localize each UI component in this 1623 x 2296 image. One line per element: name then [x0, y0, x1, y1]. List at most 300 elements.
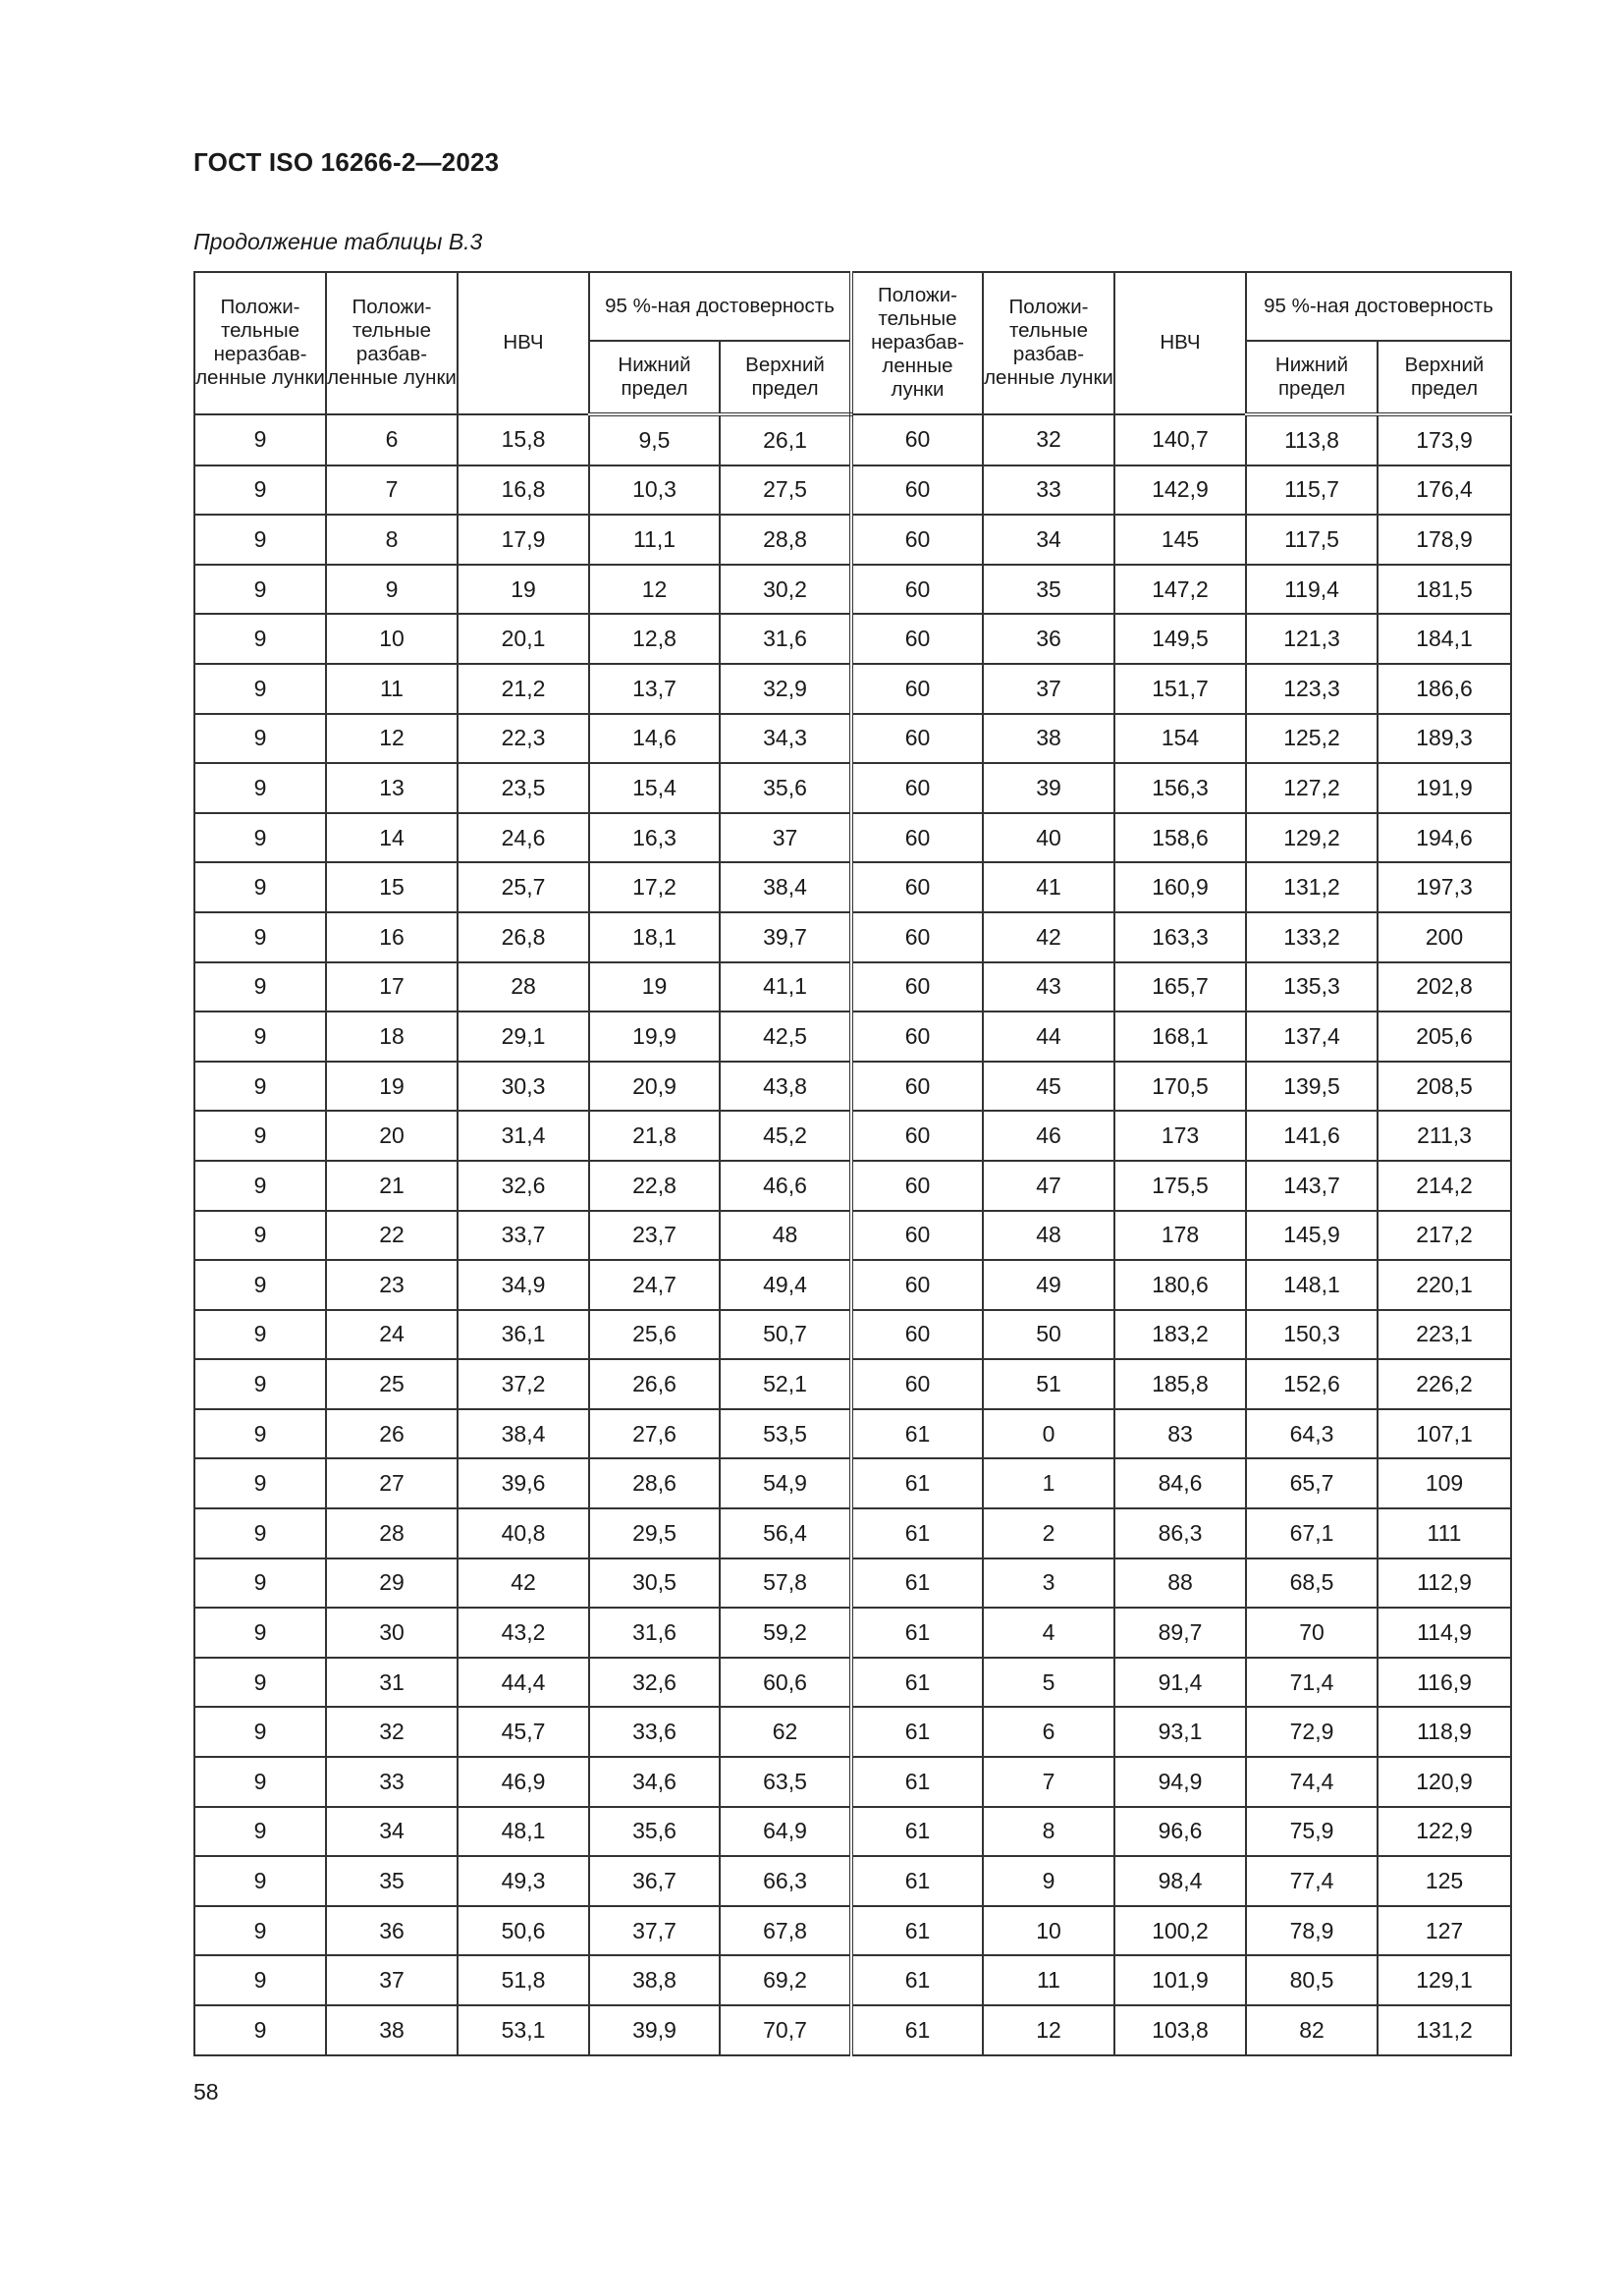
cell-mpn: 44,4	[458, 1658, 589, 1708]
cell-mpn: 34,9	[458, 1260, 589, 1310]
cell-lower: 19	[589, 962, 720, 1012]
header-upper-2: Верхний предел	[1378, 341, 1511, 414]
cell-pos-undiluted-2: 61	[851, 1807, 983, 1857]
cell-pos-undiluted-2: 61	[851, 1558, 983, 1609]
cell-lower: 35,6	[589, 1807, 720, 1857]
cell-pos-diluted-2: 50	[983, 1310, 1114, 1360]
table-row	[194, 813, 1511, 863]
cell-mpn: 16,8	[458, 465, 589, 516]
cell-pos-diluted-2: 44	[983, 1011, 1114, 1062]
cell-pos-diluted-2: 10	[983, 1906, 1114, 1956]
cell-lower: 28,6	[589, 1458, 720, 1508]
table-row	[194, 2005, 1511, 2055]
cell-mpn-2: 165,7	[1114, 962, 1246, 1012]
cell-pos-undiluted: 9	[194, 1608, 326, 1658]
cell-mpn-2: 101,9	[1114, 1955, 1246, 2005]
cell-mpn-2: 147,2	[1114, 565, 1246, 615]
cell-pos-diluted-2: 37	[983, 664, 1114, 714]
cell-upper-2: 178,9	[1378, 515, 1511, 565]
cell-pos-undiluted-2: 60	[851, 614, 983, 664]
table-row	[194, 414, 1511, 465]
cell-lower-2: 77,4	[1246, 1856, 1378, 1906]
cell-pos-diluted: 22	[326, 1211, 458, 1261]
cell-lower: 33,6	[589, 1707, 720, 1757]
cell-upper-2: 181,5	[1378, 565, 1511, 615]
cell-mpn-2: 94,9	[1114, 1757, 1246, 1807]
table-row	[194, 1111, 1511, 1161]
cell-lower: 38,8	[589, 1955, 720, 2005]
cell-pos-diluted: 34	[326, 1807, 458, 1857]
cell-upper-2: 197,3	[1378, 862, 1511, 912]
header-confidence-2: 95 %-ная достоверность	[1246, 272, 1511, 341]
cell-pos-diluted-2: 4	[983, 1608, 1114, 1658]
cell-pos-diluted-2: 0	[983, 1409, 1114, 1459]
cell-pos-undiluted-2: 60	[851, 813, 983, 863]
cell-lower-2: 82	[1246, 2005, 1378, 2055]
cell-lower: 9,5	[589, 414, 720, 465]
cell-upper-2: 173,9	[1378, 414, 1511, 465]
cell-lower: 36,7	[589, 1856, 720, 1906]
cell-pos-undiluted: 9	[194, 1111, 326, 1161]
cell-pos-undiluted-2: 61	[851, 1707, 983, 1757]
cell-pos-undiluted: 9	[194, 1409, 326, 1459]
cell-pos-undiluted: 9	[194, 1359, 326, 1409]
cell-pos-undiluted: 9	[194, 664, 326, 714]
cell-pos-diluted: 24	[326, 1310, 458, 1360]
cell-mpn: 24,6	[458, 813, 589, 863]
cell-lower: 31,6	[589, 1608, 720, 1658]
cell-mpn-2: 142,9	[1114, 465, 1246, 516]
cell-pos-undiluted-2: 61	[851, 1608, 983, 1658]
cell-pos-undiluted: 9	[194, 1558, 326, 1609]
cell-mpn: 48,1	[458, 1807, 589, 1857]
header-positive-diluted: Положи-тельные разбав-ленные лунки	[326, 272, 458, 414]
cell-mpn: 28	[458, 962, 589, 1012]
cell-pos-diluted-2: 8	[983, 1807, 1114, 1857]
cell-upper: 31,6	[720, 614, 851, 664]
cell-mpn: 49,3	[458, 1856, 589, 1906]
cell-upper-2: 122,9	[1378, 1807, 1511, 1857]
cell-lower-2: 150,3	[1246, 1310, 1378, 1360]
cell-lower-2: 143,7	[1246, 1161, 1378, 1211]
cell-pos-undiluted: 9	[194, 515, 326, 565]
cell-lower-2: 123,3	[1246, 664, 1378, 714]
cell-pos-undiluted: 9	[194, 1856, 326, 1906]
table-row	[194, 465, 1511, 516]
cell-mpn-2: 154	[1114, 714, 1246, 764]
cell-lower: 12,8	[589, 614, 720, 664]
cell-pos-diluted: 35	[326, 1856, 458, 1906]
cell-pos-diluted-2: 1	[983, 1458, 1114, 1508]
cell-lower: 11,1	[589, 515, 720, 565]
cell-pos-undiluted-2: 61	[851, 1458, 983, 1508]
table-row	[194, 714, 1511, 764]
cell-mpn-2: 175,5	[1114, 1161, 1246, 1211]
cell-mpn: 33,7	[458, 1211, 589, 1261]
cell-upper: 57,8	[720, 1558, 851, 1609]
cell-pos-undiluted-2: 60	[851, 1111, 983, 1161]
cell-mpn: 22,3	[458, 714, 589, 764]
cell-mpn: 43,2	[458, 1608, 589, 1658]
cell-pos-undiluted-2: 60	[851, 1359, 983, 1409]
cell-mpn-2: 86,3	[1114, 1508, 1246, 1558]
cell-lower: 29,5	[589, 1508, 720, 1558]
cell-upper: 38,4	[720, 862, 851, 912]
header-mpn: НВЧ	[458, 272, 589, 414]
cell-lower-2: 75,9	[1246, 1807, 1378, 1857]
cell-pos-undiluted: 9	[194, 763, 326, 813]
table-row	[194, 1757, 1511, 1807]
cell-lower: 34,6	[589, 1757, 720, 1807]
cell-pos-diluted-2: 47	[983, 1161, 1114, 1211]
table-row	[194, 664, 1511, 714]
cell-pos-diluted-2: 40	[983, 813, 1114, 863]
table-row	[194, 862, 1511, 912]
cell-lower: 25,6	[589, 1310, 720, 1360]
cell-mpn: 37,2	[458, 1359, 589, 1409]
cell-pos-undiluted-2: 60	[851, 912, 983, 962]
cell-lower: 12	[589, 565, 720, 615]
cell-mpn-2: 185,8	[1114, 1359, 1246, 1409]
table-body	[194, 414, 1511, 2055]
cell-mpn: 20,1	[458, 614, 589, 664]
cell-lower-2: 152,6	[1246, 1359, 1378, 1409]
cell-upper-2: 111	[1378, 1508, 1511, 1558]
cell-lower-2: 80,5	[1246, 1955, 1378, 2005]
cell-upper: 60,6	[720, 1658, 851, 1708]
cell-mpn: 38,4	[458, 1409, 589, 1459]
cell-pos-diluted: 20	[326, 1111, 458, 1161]
cell-upper-2: 109	[1378, 1458, 1511, 1508]
cell-pos-undiluted: 9	[194, 1906, 326, 1956]
table-row	[194, 614, 1511, 664]
table-row	[194, 1707, 1511, 1757]
cell-pos-diluted: 12	[326, 714, 458, 764]
cell-upper: 41,1	[720, 962, 851, 1012]
cell-lower-2: 131,2	[1246, 862, 1378, 912]
cell-pos-diluted: 7	[326, 465, 458, 516]
cell-lower-2: 127,2	[1246, 763, 1378, 813]
cell-pos-undiluted-2: 61	[851, 2005, 983, 2055]
cell-pos-undiluted-2: 60	[851, 763, 983, 813]
cell-lower-2: 65,7	[1246, 1458, 1378, 1508]
cell-lower: 26,6	[589, 1359, 720, 1409]
cell-pos-undiluted: 9	[194, 714, 326, 764]
cell-mpn: 39,6	[458, 1458, 589, 1508]
cell-lower: 13,7	[589, 664, 720, 714]
cell-upper: 30,2	[720, 565, 851, 615]
cell-upper: 45,2	[720, 1111, 851, 1161]
cell-upper-2: 208,5	[1378, 1062, 1511, 1112]
cell-upper: 54,9	[720, 1458, 851, 1508]
cell-upper: 62	[720, 1707, 851, 1757]
cell-mpn-2: 156,3	[1114, 763, 1246, 813]
cell-pos-diluted-2: 3	[983, 1558, 1114, 1609]
cell-lower-2: 115,7	[1246, 465, 1378, 516]
cell-upper-2: 176,4	[1378, 465, 1511, 516]
cell-lower: 32,6	[589, 1658, 720, 1708]
cell-pos-diluted-2: 36	[983, 614, 1114, 664]
cell-pos-diluted: 11	[326, 664, 458, 714]
cell-pos-diluted: 21	[326, 1161, 458, 1211]
cell-upper-2: 202,8	[1378, 962, 1511, 1012]
table-row	[194, 1558, 1511, 1609]
cell-upper-2: 114,9	[1378, 1608, 1511, 1658]
table-row	[194, 1359, 1511, 1409]
cell-pos-undiluted-2: 61	[851, 1658, 983, 1708]
cell-upper: 28,8	[720, 515, 851, 565]
cell-mpn: 42	[458, 1558, 589, 1609]
cell-pos-diluted: 27	[326, 1458, 458, 1508]
header-positive-undiluted-2: Положи-тельные неразбав-ленные лунки	[851, 272, 983, 414]
cell-pos-diluted: 26	[326, 1409, 458, 1459]
cell-upper-2: 200	[1378, 912, 1511, 962]
cell-mpn: 15,8	[458, 414, 589, 465]
cell-pos-undiluted: 9	[194, 565, 326, 615]
cell-pos-undiluted-2: 60	[851, 1211, 983, 1261]
cell-mpn: 36,1	[458, 1310, 589, 1360]
header-lower-2: Нижний предел	[1246, 341, 1378, 414]
cell-upper: 64,9	[720, 1807, 851, 1857]
header-confidence: 95 %-ная достоверность	[589, 272, 851, 341]
cell-mpn: 45,7	[458, 1707, 589, 1757]
cell-upper: 34,3	[720, 714, 851, 764]
cell-pos-undiluted: 9	[194, 414, 326, 465]
mpn-table	[193, 271, 1512, 2056]
cell-pos-diluted: 13	[326, 763, 458, 813]
cell-upper-2: 127	[1378, 1906, 1511, 1956]
cell-mpn-2: 168,1	[1114, 1011, 1246, 1062]
cell-pos-diluted-2: 49	[983, 1260, 1114, 1310]
cell-lower: 27,6	[589, 1409, 720, 1459]
cell-mpn: 23,5	[458, 763, 589, 813]
cell-upper: 26,1	[720, 414, 851, 465]
cell-lower-2: 135,3	[1246, 962, 1378, 1012]
cell-lower-2: 64,3	[1246, 1409, 1378, 1459]
cell-upper: 48	[720, 1211, 851, 1261]
cell-upper-2: 120,9	[1378, 1757, 1511, 1807]
cell-upper-2: 194,6	[1378, 813, 1511, 863]
cell-pos-diluted-2: 9	[983, 1856, 1114, 1906]
cell-pos-undiluted-2: 60	[851, 1161, 983, 1211]
cell-pos-diluted: 38	[326, 2005, 458, 2055]
cell-pos-diluted-2: 6	[983, 1707, 1114, 1757]
cell-upper-2: 211,3	[1378, 1111, 1511, 1161]
cell-lower: 22,8	[589, 1161, 720, 1211]
cell-upper-2: 186,6	[1378, 664, 1511, 714]
table-row	[194, 1011, 1511, 1062]
cell-lower-2: 67,1	[1246, 1508, 1378, 1558]
cell-pos-diluted: 23	[326, 1260, 458, 1310]
table-row	[194, 1508, 1511, 1558]
cell-lower-2: 148,1	[1246, 1260, 1378, 1310]
cell-lower-2: 119,4	[1246, 565, 1378, 615]
table-row	[194, 763, 1511, 813]
cell-pos-undiluted: 9	[194, 813, 326, 863]
cell-upper-2: 189,3	[1378, 714, 1511, 764]
cell-pos-diluted: 16	[326, 912, 458, 962]
table-row	[194, 1906, 1511, 1956]
cell-lower-2: 133,2	[1246, 912, 1378, 962]
cell-mpn-2: 151,7	[1114, 664, 1246, 714]
cell-upper: 49,4	[720, 1260, 851, 1310]
cell-upper: 32,9	[720, 664, 851, 714]
cell-pos-undiluted-2: 60	[851, 1310, 983, 1360]
cell-pos-diluted: 15	[326, 862, 458, 912]
cell-pos-undiluted-2: 60	[851, 714, 983, 764]
cell-lower-2: 113,8	[1246, 414, 1378, 465]
cell-pos-diluted: 32	[326, 1707, 458, 1757]
cell-pos-undiluted: 9	[194, 1658, 326, 1708]
cell-pos-undiluted-2: 60	[851, 1260, 983, 1310]
table-caption: Продолжение таблицы В.3	[193, 229, 483, 254]
cell-pos-undiluted: 9	[194, 1955, 326, 2005]
cell-upper-2: 226,2	[1378, 1359, 1511, 1409]
cell-mpn-2: 173	[1114, 1111, 1246, 1161]
cell-mpn: 17,9	[458, 515, 589, 565]
cell-pos-diluted: 25	[326, 1359, 458, 1409]
cell-mpn-2: 178	[1114, 1211, 1246, 1261]
cell-upper: 59,2	[720, 1608, 851, 1658]
cell-lower-2: 70	[1246, 1608, 1378, 1658]
cell-pos-undiluted-2: 61	[851, 1856, 983, 1906]
cell-mpn-2: 158,6	[1114, 813, 1246, 863]
cell-pos-undiluted-2: 60	[851, 414, 983, 465]
cell-lower: 23,7	[589, 1211, 720, 1261]
cell-mpn-2: 88	[1114, 1558, 1246, 1609]
cell-pos-undiluted: 9	[194, 862, 326, 912]
header-positive-diluted-2: Положи-тельные разбав-ленные лунки	[983, 272, 1114, 414]
cell-lower-2: 68,5	[1246, 1558, 1378, 1609]
cell-lower-2: 72,9	[1246, 1707, 1378, 1757]
cell-mpn-2: 149,5	[1114, 614, 1246, 664]
table-row	[194, 1310, 1511, 1360]
cell-pos-diluted-2: 42	[983, 912, 1114, 962]
cell-pos-diluted-2: 5	[983, 1658, 1114, 1708]
cell-mpn: 50,6	[458, 1906, 589, 1956]
cell-pos-undiluted-2: 61	[851, 1409, 983, 1459]
cell-mpn-2: 183,2	[1114, 1310, 1246, 1360]
cell-pos-diluted-2: 32	[983, 414, 1114, 465]
table-row	[194, 565, 1511, 615]
cell-lower: 20,9	[589, 1062, 720, 1112]
cell-mpn-2: 100,2	[1114, 1906, 1246, 1956]
cell-lower-2: 125,2	[1246, 714, 1378, 764]
cell-mpn: 53,1	[458, 2005, 589, 2055]
cell-upper-2: 129,1	[1378, 1955, 1511, 2005]
cell-mpn-2: 170,5	[1114, 1062, 1246, 1112]
cell-upper-2: 125	[1378, 1856, 1511, 1906]
table-row	[194, 1161, 1511, 1211]
cell-pos-undiluted: 9	[194, 1807, 326, 1857]
cell-mpn: 19	[458, 565, 589, 615]
cell-pos-undiluted: 9	[194, 1757, 326, 1807]
cell-pos-undiluted: 9	[194, 1310, 326, 1360]
table-row	[194, 1260, 1511, 1310]
table-row	[194, 1856, 1511, 1906]
cell-upper-2: 107,1	[1378, 1409, 1511, 1459]
cell-pos-undiluted: 9	[194, 1260, 326, 1310]
cell-mpn: 46,9	[458, 1757, 589, 1807]
cell-lower: 24,7	[589, 1260, 720, 1310]
cell-upper: 35,6	[720, 763, 851, 813]
cell-lower-2: 78,9	[1246, 1906, 1378, 1956]
cell-pos-diluted: 14	[326, 813, 458, 863]
cell-upper-2: 112,9	[1378, 1558, 1511, 1609]
cell-pos-undiluted-2: 60	[851, 664, 983, 714]
table-row	[194, 1658, 1511, 1708]
table-row	[194, 962, 1511, 1012]
cell-pos-undiluted-2: 60	[851, 962, 983, 1012]
cell-upper: 27,5	[720, 465, 851, 516]
table-row	[194, 1458, 1511, 1508]
cell-pos-undiluted: 9	[194, 962, 326, 1012]
cell-mpn-2: 91,4	[1114, 1658, 1246, 1708]
cell-lower: 30,5	[589, 1558, 720, 1609]
header-mpn-2: НВЧ	[1114, 272, 1246, 414]
cell-lower: 14,6	[589, 714, 720, 764]
cell-pos-undiluted: 9	[194, 1707, 326, 1757]
cell-pos-diluted-2: 45	[983, 1062, 1114, 1112]
cell-mpn-2: 96,6	[1114, 1807, 1246, 1857]
cell-mpn-2: 163,3	[1114, 912, 1246, 962]
cell-mpn-2: 145	[1114, 515, 1246, 565]
cell-mpn-2: 103,8	[1114, 2005, 1246, 2055]
cell-lower-2: 71,4	[1246, 1658, 1378, 1708]
cell-pos-diluted: 37	[326, 1955, 458, 2005]
cell-lower-2: 145,9	[1246, 1211, 1378, 1261]
cell-pos-diluted: 29	[326, 1558, 458, 1609]
cell-upper: 42,5	[720, 1011, 851, 1062]
cell-pos-undiluted: 9	[194, 1062, 326, 1112]
cell-upper: 39,7	[720, 912, 851, 962]
cell-pos-diluted-2: 11	[983, 1955, 1114, 2005]
cell-upper-2: 214,2	[1378, 1161, 1511, 1211]
cell-pos-diluted-2: 46	[983, 1111, 1114, 1161]
cell-upper-2: 223,1	[1378, 1310, 1511, 1360]
cell-pos-diluted-2: 38	[983, 714, 1114, 764]
cell-pos-diluted: 36	[326, 1906, 458, 1956]
cell-pos-diluted-2: 41	[983, 862, 1114, 912]
cell-pos-undiluted-2: 61	[851, 1508, 983, 1558]
cell-lower-2: 129,2	[1246, 813, 1378, 863]
cell-pos-diluted: 28	[326, 1508, 458, 1558]
cell-lower: 10,3	[589, 465, 720, 516]
cell-lower: 39,9	[589, 2005, 720, 2055]
cell-upper: 50,7	[720, 1310, 851, 1360]
cell-upper: 67,8	[720, 1906, 851, 1956]
cell-pos-diluted: 10	[326, 614, 458, 664]
cell-mpn: 25,7	[458, 862, 589, 912]
cell-pos-undiluted: 9	[194, 1011, 326, 1062]
cell-upper: 69,2	[720, 1955, 851, 2005]
cell-pos-diluted: 6	[326, 414, 458, 465]
header-lower: Нижний предел	[589, 341, 720, 414]
cell-mpn-2: 83	[1114, 1409, 1246, 1459]
cell-pos-diluted-2: 12	[983, 2005, 1114, 2055]
table-row	[194, 1807, 1511, 1857]
cell-lower: 17,2	[589, 862, 720, 912]
cell-pos-undiluted: 9	[194, 1161, 326, 1211]
cell-pos-undiluted-2: 60	[851, 515, 983, 565]
table-row	[194, 515, 1511, 565]
cell-mpn: 51,8	[458, 1955, 589, 2005]
cell-pos-undiluted: 9	[194, 1508, 326, 1558]
cell-mpn: 21,2	[458, 664, 589, 714]
cell-upper-2: 184,1	[1378, 614, 1511, 664]
cell-lower: 15,4	[589, 763, 720, 813]
cell-pos-undiluted: 9	[194, 465, 326, 516]
